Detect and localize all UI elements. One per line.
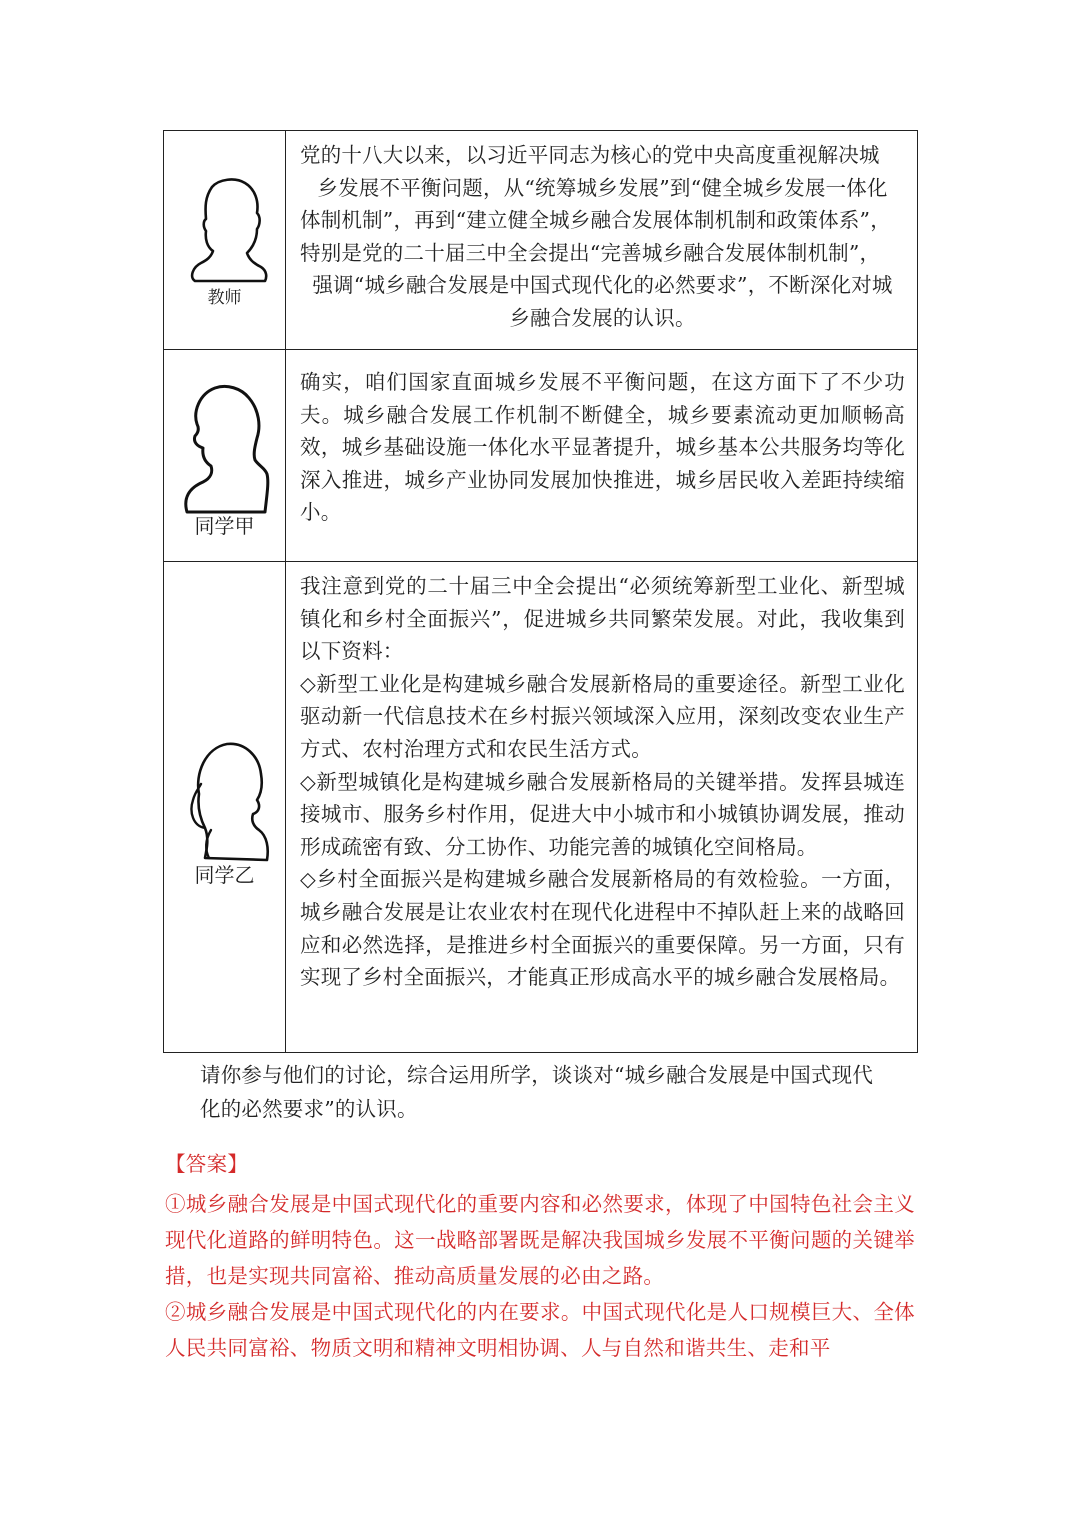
bullet-item: ◇ 新型工业化是构建城乡融合发展新格局的重要途径。新型工业化驱动新一代信息技术在乡村振兴领域深入应用，深刻改变农业生产方式、农村治理方式和农民生活方式。 [300, 668, 905, 766]
question-prompt [200, 1058, 918, 1126]
dialog-row-student-b [164, 562, 918, 1053]
bullet-item: ◇ 乡村全面振兴是构建城乡融合发展新格局的有效检验。一方面，城乡融合发展是让农业农村在现代化进程中不掉队赶上来的战略回应和必然选择，是推进乡村全面振兴的重要保障。另一方面，只有实现了乡村全面振兴，才能真正形成高水平的城乡融合发展格局。 [300, 863, 905, 993]
speaker-label-teacher: 教师 [207, 287, 242, 308]
speech-student-a-text: 确实，咱们国家直面城乡发展不平衡问题，在这方面下了不少功夫。城乡融合发展工作机制不断健全，城乡要素流动更加顺畅高效，城乡基础设施一体化水平显著提升，城乡基本公共服务均等化深入推进，城乡产业协同发展加快推进，城乡居民收入差距持续缩小。 [300, 370, 905, 525]
answer-point: ①城乡融合发展是中国式现代化的重要内容和必然要求，体现了中国特色社会主义现代化道路的鲜明特色。这一战略部署既是解决我国城乡发展不平衡问题的关键举措，也是实现共同富裕、推动高质量发展的必由之路。 [165, 1192, 915, 1288]
avatar-cell-student-a [164, 350, 286, 562]
speech-teacher [286, 131, 918, 350]
avatar-cell-student-b [164, 562, 286, 1053]
speech-teacher-line: 乡发展不平衡问题，从“统筹城乡发展”到“健全城乡发展一体化 [317, 175, 888, 200]
speech-teacher-line: 乡融合发展的认识。 [509, 305, 696, 330]
dialog-row-teacher [164, 131, 918, 350]
speech-student-b [286, 562, 918, 1053]
speech-student-a [286, 350, 918, 562]
avatar-cell-teacher [164, 131, 286, 350]
answer-point: ②城乡融合发展是中国式现代化的内在要求。中国式现代化是人口规模巨大、全体人民共同富裕、物质文明和精神文明相协调、人与自然和谐共生、走和平 [165, 1300, 915, 1360]
speech-teacher-line: 党的十八大以来，以习近平同志为核心的党中央高度重视解决城 [300, 143, 880, 167]
answer-heading: 【答案】 [165, 1152, 249, 1176]
speech-student-b-intro: 我注意到党的二十届三中全会提出“必须统筹新型工业化、新型城镇化和乡村全面振兴”，促进城乡共同繁荣发展。对此，我收集到以下资料： [300, 574, 905, 664]
speaker-label-student-a: 同学甲 [194, 513, 255, 538]
student-a-silhouette-icon [175, 376, 275, 516]
answer-section [165, 1146, 915, 1366]
teacher-silhouette-icon [175, 173, 275, 288]
question-line: 化的必然要求”的认识。 [200, 1097, 418, 1121]
bullet-item: ◇ 新型城镇化是构建城乡融合发展新格局的关键举措。发挥县城连接城市、服务乡村作用，促进大中小城市和小城镇协调发展，推动形成疏密有致、分工协作、功能完善的城镇化空间格局。 [300, 766, 905, 864]
student-b-silhouette-icon [175, 730, 275, 865]
speaker-label-student-b: 同学乙 [194, 862, 255, 887]
dialog-table [163, 130, 918, 1053]
speech-teacher-line: 体制机制”，再到“建立健全城乡融合发展体制机制和政策体系”， [300, 208, 891, 233]
speech-teacher-line: 特别是党的二十届三中全会提出“完善城乡融合发展体制机制”， [300, 240, 881, 265]
speech-teacher-line: 强调“城乡融合发展是中国式现代化的必然要求”，不断深化对城 [312, 273, 893, 298]
question-line: 请你参与他们的讨论，综合运用所学，谈谈对“城乡融合发展是中国式现代 [200, 1063, 874, 1087]
dialog-row-student-a [164, 350, 918, 562]
